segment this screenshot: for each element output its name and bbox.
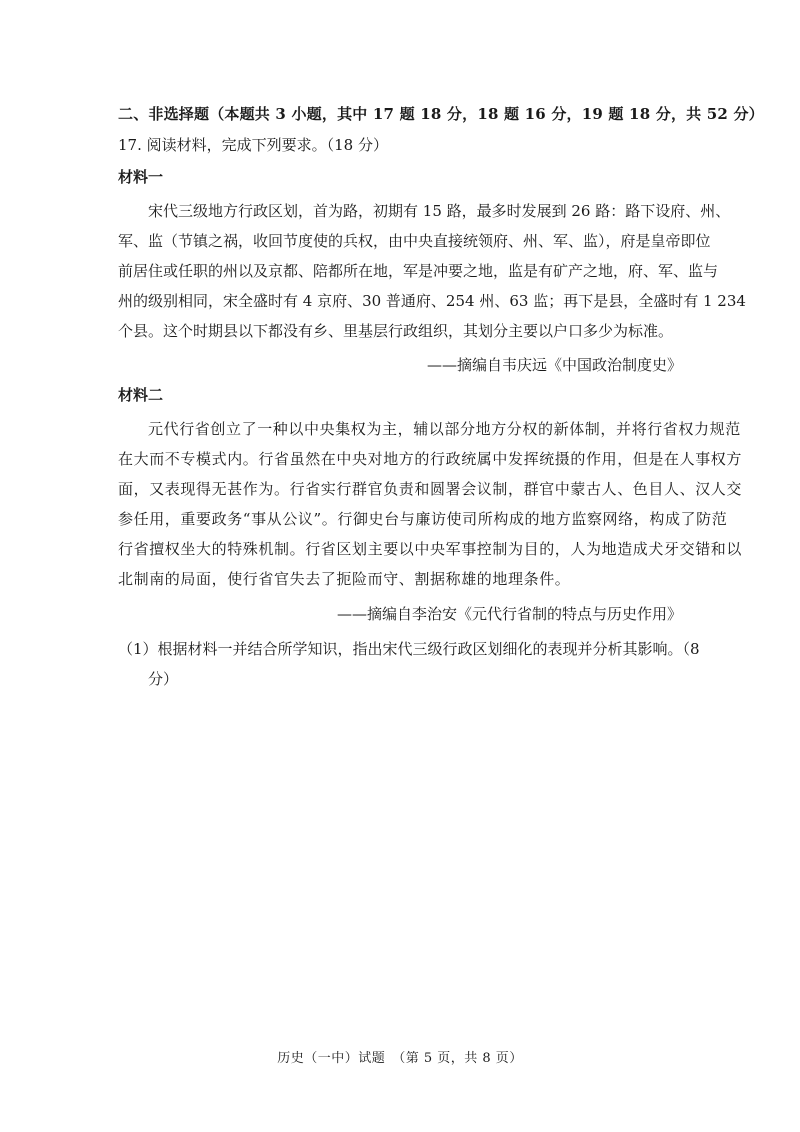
material-1-body <box>118 196 746 346</box>
section-heading: 二、非选择题（本题共 3 小题，其中 17 题 18 分，18 题 16 分，19 题 18 分，共 52 分） <box>118 105 764 123</box>
material-2-label: 材料二 <box>118 386 164 404</box>
material-2-line: 行省擅权坐大的特殊机制。行省区划主要以中央军事控制为目的，人为地造成犬牙交错和以 <box>118 540 743 558</box>
material-2-line: 参任用，重要政务“事从公议”。行御史台与廉访使司所构成的地方监察网络，构成了防范 <box>118 510 728 528</box>
material-1-line: 个县。这个时期县以下都没有乡、里基层行政组织，其划分主要以户口多少为标准。 <box>118 322 674 340</box>
subquestion-1 <box>118 634 700 694</box>
material-2-citation: ——摘编自李治安《元代行省制的特点与历史作用》 <box>336 605 682 623</box>
question-17-title: 17. 阅读材料，完成下列要求。（18 分） <box>118 136 388 154</box>
material-2-line: 在大而不专模式内。行省虽然在中央对地方的行政统属中发挥统摄的作用，但是在人事权方 <box>118 450 743 468</box>
subquestion-1-line: （1）根据材料一并结合所学知识，指出宋代三级行政区划细化的表现并分析其影响。（8 <box>118 640 700 658</box>
material-1-line: 州的级别相同，宋全盛时有 4 京府、30 普通府、254 州、63 监；再下是县，全盛时有 1 234 <box>118 292 746 310</box>
material-1-label: 材料一 <box>118 168 164 186</box>
material-1-line: 宋代三级地方行政区划，首为路，初期有 15 路，最多时发展到 26 路：路下设府、州、 <box>148 202 731 220</box>
material-2-line: 北制南的局面，使行省官失去了扼险而守、割据称雄的地理条件。 <box>118 570 571 588</box>
material-2-line: 面，又表现得无甚作为。行省实行群官负责和圆署会议制，群官中蒙古人、色目人、汉人交 <box>118 480 743 498</box>
material-1-line: 前居住或任职的州以及京都、陪都所在地，军是冲要之地，监是有矿产之地，府、军、监与 <box>118 262 719 280</box>
material-1-citation: ——摘编自韦庆远《中国政治制度史》 <box>426 356 682 374</box>
material-2-line: 元代行省创立了一种以中央集权为主，辅以部分地方分权的新体制，并将行省权力规范 <box>148 420 741 438</box>
page-footer: 历史（一中）试题 （第 5 页，共 8 页） <box>277 1051 523 1066</box>
material-1-line: 军、监（节镇之祸，收回节度使的兵权，由中央直接统领府、州、军、监），府是皇帝即位 <box>118 232 711 250</box>
subquestion-1-line: 分） <box>148 670 179 688</box>
material-2-body <box>118 414 743 594</box>
